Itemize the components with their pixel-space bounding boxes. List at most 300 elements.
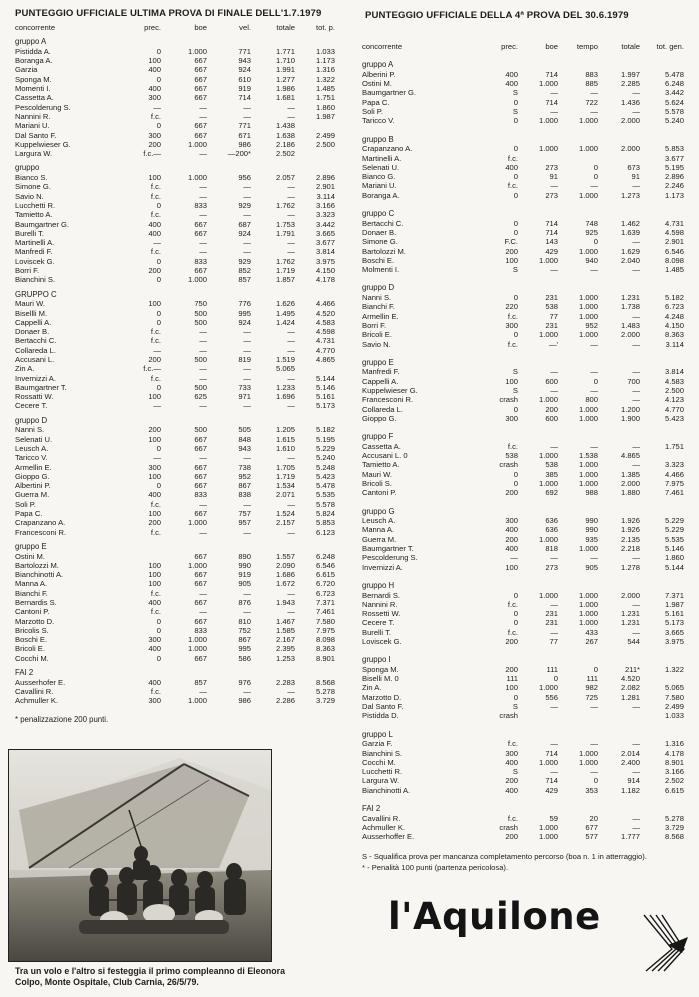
score-cell: 1.751 bbox=[664, 441, 684, 451]
competitor-name: Bricoli E. bbox=[15, 644, 45, 654]
score-cell: 5.144 bbox=[664, 562, 684, 572]
competitor-name: Boschi E. bbox=[362, 255, 395, 265]
score-cell: —200* bbox=[227, 149, 251, 159]
score-cell: 400 bbox=[148, 219, 161, 229]
score-cell: 6.723 bbox=[664, 302, 684, 312]
score-cell: — bbox=[287, 336, 295, 346]
score-cell: 610 bbox=[238, 74, 251, 84]
photo-caption: Tra un volo e l'altro si festeggia il primo compleanno di Eleonora Colpo, Monte Ospitale, Club Carnia, 26/5/79. bbox=[15, 966, 285, 987]
score-cell: 4.770 bbox=[315, 345, 335, 355]
score-cell: 4.520 bbox=[620, 674, 640, 684]
score-cell: 1.710 bbox=[275, 56, 295, 66]
score-cell: — bbox=[550, 367, 558, 377]
table-row bbox=[362, 191, 687, 200]
score-cell: 200 bbox=[505, 664, 518, 674]
score-cell: 986 bbox=[238, 696, 251, 706]
score-cell: 940 bbox=[585, 255, 598, 265]
score-cell: 0 bbox=[513, 227, 518, 237]
score-cell: 5.182 bbox=[664, 293, 684, 303]
score-cell: 952 bbox=[238, 471, 251, 481]
column-header: tot. p. bbox=[316, 23, 335, 32]
table-row bbox=[15, 509, 345, 518]
score-cell: 890 bbox=[238, 551, 251, 561]
score-cell: — bbox=[243, 453, 251, 463]
competitor-name: Mariani U. bbox=[362, 181, 397, 191]
competitor-name: Marzotto D. bbox=[362, 692, 402, 702]
score-cell: 1.000 bbox=[578, 590, 598, 600]
score-cell: 1.762 bbox=[275, 256, 295, 266]
score-cell: 667 bbox=[194, 84, 207, 94]
score-cell: 1.281 bbox=[620, 692, 640, 702]
score-cell: 2.499 bbox=[315, 130, 335, 140]
score-cell: 1.436 bbox=[620, 97, 640, 107]
score-cell: 988 bbox=[585, 488, 598, 498]
competitor-name: Taricco V. bbox=[15, 453, 48, 463]
group-heading: gruppo B bbox=[362, 134, 394, 144]
score-cell: f.c. bbox=[150, 527, 161, 537]
score-cell: 1.000 bbox=[187, 46, 207, 56]
score-cell: 1.719 bbox=[275, 266, 295, 276]
table-row bbox=[362, 665, 687, 674]
score-cell: 0 bbox=[156, 625, 161, 635]
score-cell: 538 bbox=[545, 302, 558, 312]
score-cell: 300 bbox=[148, 93, 161, 103]
score-cell: 5.278 bbox=[664, 813, 684, 823]
score-cell: —' bbox=[548, 339, 558, 349]
score-cell: — bbox=[243, 686, 251, 696]
table-row bbox=[362, 814, 687, 823]
score-cell: — bbox=[590, 702, 598, 712]
table-row bbox=[362, 367, 687, 376]
group-heading: gruppo I bbox=[362, 655, 391, 665]
table-row bbox=[362, 544, 687, 553]
score-cell: 1.000 bbox=[187, 173, 207, 183]
score-cell: F.C. bbox=[504, 237, 518, 247]
score-cell: — bbox=[632, 739, 640, 749]
score-cell: 0 bbox=[593, 237, 598, 247]
column-header: vel. bbox=[239, 23, 251, 32]
score-cell: — bbox=[590, 767, 598, 777]
score-cell: 990 bbox=[585, 516, 598, 526]
score-cell: — bbox=[550, 181, 558, 191]
group-heading: gruppo E bbox=[362, 357, 394, 367]
score-cell: — bbox=[243, 527, 251, 537]
column-header: boe bbox=[194, 23, 207, 32]
score-cell: 556 bbox=[545, 692, 558, 702]
competitor-name: Armellin E. bbox=[15, 462, 52, 472]
score-cell: 1.926 bbox=[620, 516, 640, 526]
score-cell: — bbox=[199, 499, 207, 509]
table-row bbox=[362, 405, 687, 414]
score-cell: 667 bbox=[194, 462, 207, 472]
score-cell: — bbox=[243, 247, 251, 257]
table-row bbox=[15, 131, 345, 140]
score-cell: — bbox=[199, 686, 207, 696]
score-cell: 667 bbox=[194, 65, 207, 75]
score-cell: 2.090 bbox=[275, 560, 295, 570]
score-cell: 1.000 bbox=[538, 478, 558, 488]
score-cell: 671 bbox=[238, 130, 251, 140]
table-row bbox=[15, 444, 345, 453]
table-row bbox=[15, 299, 345, 308]
score-cell: — bbox=[243, 499, 251, 509]
table-row bbox=[15, 518, 345, 527]
score-cell: 0 bbox=[156, 74, 161, 84]
score-cell: 4.178 bbox=[664, 748, 684, 758]
competitor-name: Ostini M. bbox=[362, 79, 392, 89]
score-cell: 771 bbox=[238, 46, 251, 56]
table-row bbox=[15, 56, 345, 65]
column-header: concorrente bbox=[15, 23, 56, 32]
score-cell: 876 bbox=[238, 598, 251, 607]
competitor-name: Guerra M. bbox=[15, 490, 50, 500]
score-cell: 6.615 bbox=[664, 785, 684, 795]
table-row bbox=[362, 70, 687, 79]
score-cell: S bbox=[512, 107, 518, 117]
score-cell: 1.000 bbox=[538, 832, 558, 842]
competitor-name: Bricoli E. bbox=[362, 330, 392, 340]
left-table-header bbox=[15, 23, 345, 32]
score-cell: 3.729 bbox=[315, 696, 335, 706]
score-cell: f.c. bbox=[150, 373, 161, 383]
score-cell: — bbox=[199, 238, 207, 248]
score-cell: 273 bbox=[545, 190, 558, 200]
score-cell: 1.997 bbox=[620, 69, 640, 79]
score-cell: 4.520 bbox=[315, 308, 335, 318]
score-cell: 929 bbox=[238, 200, 251, 210]
score-cell: 1.791 bbox=[275, 228, 295, 238]
table-row bbox=[362, 172, 687, 181]
competitor-name: Garzia F. bbox=[362, 739, 393, 749]
score-cell: — bbox=[287, 607, 295, 617]
score-cell: — bbox=[632, 599, 640, 609]
score-cell: 1.000 bbox=[538, 534, 558, 544]
table-row bbox=[362, 702, 687, 711]
score-cell: 833 bbox=[194, 256, 207, 266]
score-cell: 1.467 bbox=[275, 616, 295, 626]
competitor-name: Tamietto A. bbox=[362, 460, 400, 470]
score-cell: 100 bbox=[505, 683, 518, 693]
score-cell: f.c. bbox=[507, 627, 518, 637]
table-row bbox=[15, 182, 345, 191]
score-cell: 1.000 bbox=[578, 469, 598, 479]
score-cell: 200 bbox=[148, 425, 161, 435]
score-cell: 1.524 bbox=[275, 509, 295, 519]
score-cell: 1.738 bbox=[620, 302, 640, 312]
group-heading: GRUPPO C bbox=[15, 289, 57, 299]
score-cell: 1.860 bbox=[664, 553, 684, 563]
score-cell: 1.672 bbox=[275, 579, 295, 589]
score-cell: 2.000 bbox=[620, 478, 640, 488]
table-row bbox=[362, 674, 687, 683]
table-row bbox=[15, 552, 345, 561]
score-cell: — bbox=[590, 107, 598, 117]
competitor-name: Rossetti W. bbox=[362, 609, 401, 619]
table-row bbox=[362, 237, 687, 246]
score-cell: 1.857 bbox=[275, 275, 295, 285]
score-cell: 433 bbox=[585, 627, 598, 637]
score-cell: 667 bbox=[194, 598, 207, 607]
score-cell: 919 bbox=[238, 570, 251, 580]
score-cell: 1.000 bbox=[538, 590, 558, 600]
score-cell: 1.000 bbox=[578, 330, 598, 340]
score-cell: 2.896 bbox=[315, 173, 335, 183]
score-cell: 4.770 bbox=[664, 404, 684, 414]
score-cell: 1.681 bbox=[275, 93, 295, 103]
table-row bbox=[15, 47, 345, 56]
competitor-name: Baumgartner G. bbox=[15, 219, 70, 229]
score-cell: 714 bbox=[545, 748, 558, 758]
score-cell: 200 bbox=[148, 266, 161, 276]
score-cell: 1.771 bbox=[275, 46, 295, 56]
score-cell: 586 bbox=[238, 653, 251, 663]
score-cell: 4.150 bbox=[664, 320, 684, 330]
score-cell: 5.146 bbox=[315, 382, 335, 392]
score-cell: 771 bbox=[238, 121, 251, 131]
score-cell: 5.535 bbox=[664, 534, 684, 544]
score-cell: 1.182 bbox=[620, 785, 640, 795]
score-cell: 818 bbox=[545, 544, 558, 554]
score-cell: — bbox=[243, 238, 251, 248]
score-cell: f.c. bbox=[507, 441, 518, 451]
score-cell: f.c. bbox=[150, 191, 161, 201]
competitor-name: Armellin E. bbox=[362, 311, 399, 321]
table-row bbox=[362, 395, 687, 404]
score-cell: 2.901 bbox=[664, 237, 684, 247]
score-cell: 100 bbox=[505, 562, 518, 572]
group-heading: gruppo A bbox=[362, 60, 394, 70]
table-row bbox=[362, 591, 687, 600]
table-row bbox=[15, 275, 345, 284]
score-cell: 857 bbox=[238, 275, 251, 285]
score-cell: 833 bbox=[194, 200, 207, 210]
score-cell: 4.248 bbox=[664, 311, 684, 321]
score-cell: 544 bbox=[627, 637, 640, 646]
score-cell: 0 bbox=[156, 121, 161, 131]
score-cell: 5.578 bbox=[315, 499, 335, 509]
score-cell: 667 bbox=[194, 434, 207, 444]
score-cell: 1.000 bbox=[187, 139, 207, 149]
score-cell: 2.500 bbox=[315, 139, 335, 149]
score-cell: 1.485 bbox=[315, 84, 335, 94]
score-cell: 0 bbox=[513, 172, 518, 182]
table-row bbox=[15, 435, 345, 444]
group-heading: gruppo bbox=[15, 163, 40, 173]
competitor-name: Sponga M. bbox=[15, 74, 52, 84]
table-row bbox=[15, 336, 345, 345]
score-cell: 1.000 bbox=[538, 395, 558, 405]
score-cell: 5.478 bbox=[664, 69, 684, 79]
score-cell: 200 bbox=[505, 488, 518, 498]
table-row bbox=[362, 302, 687, 311]
competitor-name: Soli P. bbox=[15, 499, 36, 509]
score-cell: 2.186 bbox=[275, 139, 295, 149]
table-row bbox=[15, 607, 345, 616]
score-cell: 852 bbox=[238, 266, 251, 276]
score-cell: 0 bbox=[593, 162, 598, 172]
score-cell: 810 bbox=[238, 616, 251, 626]
table-row bbox=[362, 618, 687, 627]
score-cell: 6.615 bbox=[315, 570, 335, 580]
competitor-name: Biselli M. 0 bbox=[362, 674, 399, 684]
score-cell: 748 bbox=[585, 218, 598, 228]
group-heading: FAI 2 bbox=[15, 668, 34, 678]
score-cell: 400 bbox=[148, 644, 161, 654]
score-cell: 400 bbox=[505, 525, 518, 535]
score-cell: — bbox=[632, 627, 640, 637]
score-cell: 2.283 bbox=[275, 677, 295, 687]
score-cell: 1.322 bbox=[664, 664, 684, 674]
table-row bbox=[15, 500, 345, 509]
score-cell: — bbox=[199, 364, 207, 374]
score-cell: 111 bbox=[506, 674, 518, 684]
right-table-header bbox=[362, 42, 687, 51]
score-cell: — bbox=[287, 182, 295, 192]
score-cell: — bbox=[550, 107, 558, 117]
table-row bbox=[15, 678, 345, 687]
score-cell: 1.173 bbox=[315, 56, 335, 66]
score-cell: 5.161 bbox=[664, 609, 684, 619]
score-cell: 1.880 bbox=[620, 488, 640, 498]
score-cell: 4.583 bbox=[315, 317, 335, 327]
group-heading: gruppo D bbox=[362, 283, 395, 293]
score-cell: f.c. bbox=[507, 813, 518, 823]
score-cell: 1.485 bbox=[664, 265, 684, 275]
table-row bbox=[362, 758, 687, 767]
competitor-name: Burelli T. bbox=[362, 627, 391, 637]
score-cell: 5.229 bbox=[664, 525, 684, 535]
table-row bbox=[362, 116, 687, 125]
table-row bbox=[362, 219, 687, 228]
score-cell: 5.478 bbox=[315, 481, 335, 491]
score-cell: 3.323 bbox=[315, 210, 335, 220]
score-cell: 231 bbox=[545, 293, 558, 303]
table-row bbox=[362, 786, 687, 795]
score-cell: 667 bbox=[194, 471, 207, 481]
score-cell: 5.423 bbox=[664, 413, 684, 423]
competitor-name: Martinelli A. bbox=[362, 153, 402, 163]
competitor-name: Leusch A. bbox=[362, 516, 396, 526]
competitor-name: Kuppelwieser G. bbox=[15, 139, 71, 149]
score-cell: 5.229 bbox=[315, 443, 335, 453]
score-cell: 5.240 bbox=[315, 453, 335, 463]
score-cell: 1.000 bbox=[187, 518, 207, 528]
column-header: totale bbox=[621, 42, 640, 51]
score-cell: 385 bbox=[545, 469, 558, 479]
score-cell: 400 bbox=[505, 79, 518, 89]
score-cell: 200 bbox=[505, 776, 518, 786]
score-cell: — bbox=[287, 238, 295, 248]
score-cell: — bbox=[153, 345, 161, 355]
score-cell: 700 bbox=[627, 376, 640, 386]
score-cell: 1.719 bbox=[275, 471, 295, 481]
score-cell: — bbox=[590, 739, 598, 749]
score-cell: 1.278 bbox=[620, 562, 640, 572]
score-cell: 4.598 bbox=[664, 227, 684, 237]
score-cell: 8.568 bbox=[315, 677, 335, 687]
score-cell: 925 bbox=[585, 227, 598, 237]
score-cell: 500 bbox=[194, 354, 207, 364]
score-cell: — bbox=[287, 102, 295, 112]
score-cell: — bbox=[153, 401, 161, 411]
competitor-name: Achmuller K. bbox=[15, 696, 59, 706]
competitor-name: Manna A. bbox=[362, 525, 395, 535]
score-cell: 200 bbox=[505, 246, 518, 256]
score-cell: — bbox=[287, 327, 295, 337]
score-cell: 8.098 bbox=[664, 255, 684, 265]
score-cell: 2.395 bbox=[275, 644, 295, 654]
score-cell: 971 bbox=[238, 392, 251, 402]
score-cell: 5.624 bbox=[664, 97, 684, 107]
score-cell: 0 bbox=[593, 376, 598, 386]
score-cell: 100 bbox=[505, 376, 518, 386]
competitor-name: Mariani U. bbox=[15, 121, 50, 131]
competitor-name: Cassetta A. bbox=[15, 93, 54, 103]
competitor-name: Manfredi F. bbox=[362, 367, 400, 377]
score-cell: 4.865 bbox=[315, 354, 335, 364]
score-cell: — bbox=[590, 265, 598, 275]
score-cell: — bbox=[590, 367, 598, 377]
score-cell: — bbox=[243, 401, 251, 411]
competitor-name: Dal Santo F. bbox=[362, 702, 404, 712]
table-row bbox=[15, 140, 345, 149]
score-cell: 0 bbox=[513, 469, 518, 479]
score-cell: f.c. bbox=[150, 499, 161, 509]
score-cell: 956 bbox=[238, 173, 251, 183]
score-cell: f.c. bbox=[150, 210, 161, 220]
score-cell: 5.853 bbox=[315, 518, 335, 528]
competitor-name: Kuppelwieser G. bbox=[362, 385, 418, 395]
score-cell: f.c. bbox=[150, 111, 161, 121]
table-row bbox=[362, 683, 687, 692]
score-cell: — bbox=[199, 182, 207, 192]
score-cell: 0 bbox=[593, 776, 598, 786]
score-cell: 667 bbox=[194, 481, 207, 491]
score-cell: 5.173 bbox=[315, 401, 335, 411]
competitor-name: Cappelli A. bbox=[362, 376, 399, 386]
score-cell: — bbox=[199, 336, 207, 346]
score-cell: 211* bbox=[624, 664, 640, 674]
table-row bbox=[362, 823, 687, 832]
table-row bbox=[15, 346, 345, 355]
score-cell: 667 bbox=[194, 56, 207, 66]
score-cell: — bbox=[550, 767, 558, 777]
table-row bbox=[362, 144, 687, 153]
competitor-name: Boschi E. bbox=[15, 635, 48, 645]
score-cell: 300 bbox=[505, 748, 518, 758]
competitor-name: Gioppo G. bbox=[362, 413, 397, 423]
score-cell: 4.466 bbox=[315, 299, 335, 309]
table-row bbox=[362, 312, 687, 321]
score-cell: 1.926 bbox=[620, 525, 640, 535]
score-cell: 1.273 bbox=[620, 190, 640, 200]
competitor-name: Bianchini S. bbox=[15, 275, 56, 285]
score-cell: 0 bbox=[593, 664, 598, 674]
competitor-name: Lucchetti R. bbox=[362, 767, 403, 777]
score-cell: 1.900 bbox=[620, 413, 640, 423]
score-cell: 3.114 bbox=[665, 339, 684, 349]
score-cell: — bbox=[199, 111, 207, 121]
competitor-name: Rossatti W. bbox=[15, 392, 54, 402]
score-cell: 0 bbox=[513, 478, 518, 488]
score-cell: 1.231 bbox=[620, 618, 640, 628]
table-row bbox=[15, 626, 345, 635]
score-cell: f.c. bbox=[150, 247, 161, 257]
score-cell: 400 bbox=[148, 677, 161, 687]
group-heading: gruppo E bbox=[15, 541, 47, 551]
table-row bbox=[362, 553, 687, 562]
score-cell: 2.000 bbox=[620, 330, 640, 340]
